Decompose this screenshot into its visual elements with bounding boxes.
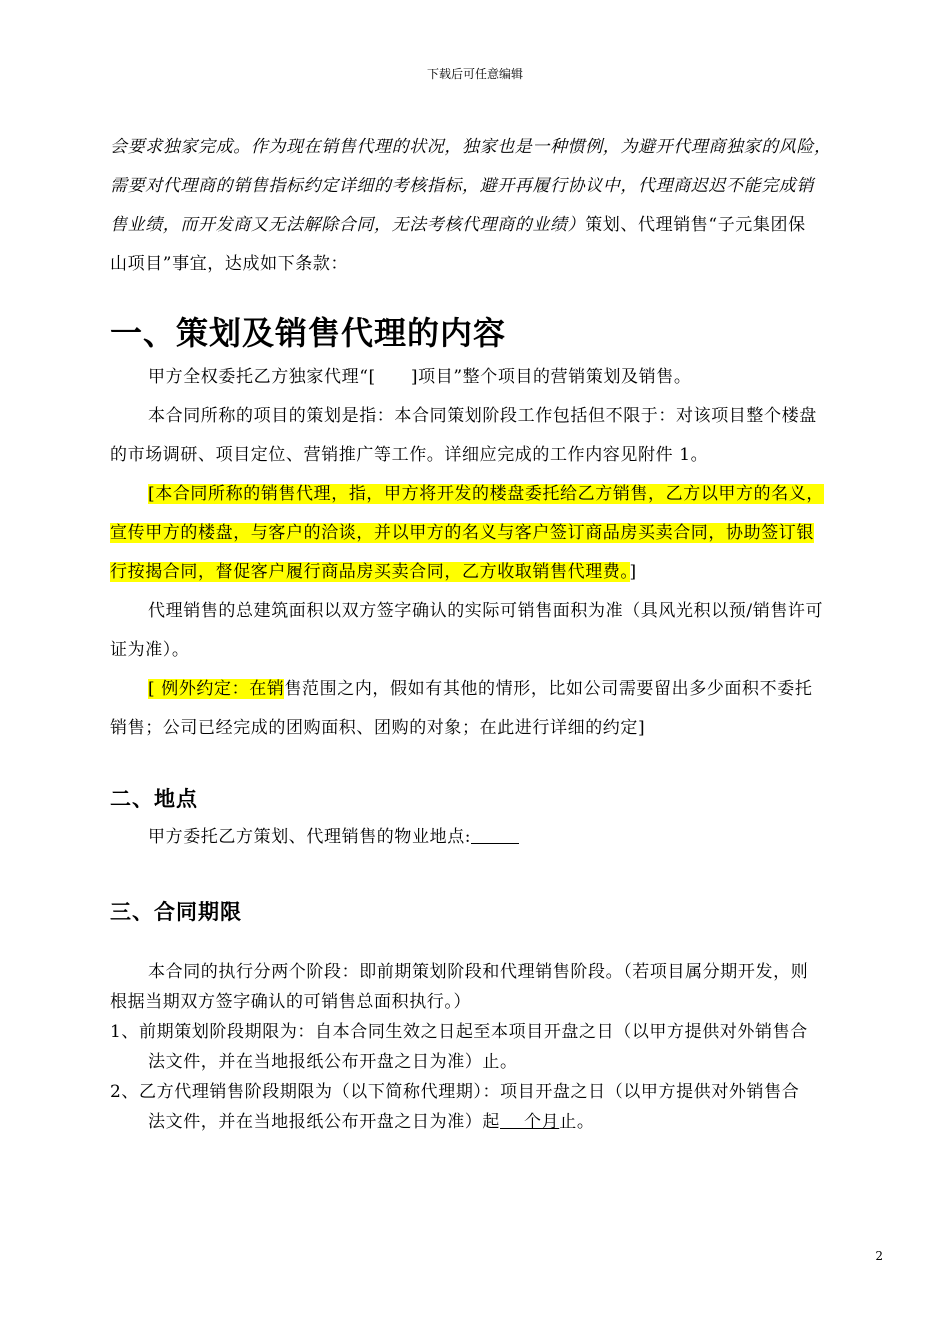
intro-line: 需要对代理商的销售指标约定详细的考核指标，避开再履行协议中，代理商迟迟不能完成销 bbox=[110, 176, 814, 196]
highlighted-text: 行按揭合同，督促客户履行商品房买卖合同，乙方收取销售代理费。 bbox=[110, 562, 630, 582]
intro-normal-text: 策划、代理销售“子元集团保 bbox=[585, 215, 806, 235]
intro-line: 山项目”事宜，达成如下条款： bbox=[110, 254, 349, 274]
section-heading-3: 三、合同期限 bbox=[110, 900, 242, 924]
page-number: 2 bbox=[875, 1249, 883, 1263]
paragraph-cont: 销售；公司已经完成的团购面积、团购的对象；在此进行详细的约定] bbox=[110, 718, 646, 738]
paragraph: 本合同的执行分两个阶段：即前期策划阶段和代理销售阶段。（若项目属分期开发，则 bbox=[148, 962, 809, 982]
paragraph: 本合同所称的项目的策划是指：本合同策划阶段工作包括但不限于：对该项目整个楼盘 bbox=[148, 406, 817, 426]
underlined-term: 个月 bbox=[500, 1112, 560, 1132]
intro-line: 会要求独家完成。作为现在销售代理的状况，独家也是一种惯例，为避开代理商独家的风险， bbox=[110, 137, 832, 157]
fill-in-blank bbox=[471, 823, 519, 844]
intro-italic-text: 售业绩，而开发商又无法解除合同，无法考核代理商的业绩） bbox=[110, 215, 586, 235]
paragraph-text: 甲方委托乙方策划、代理销售的物业地点: bbox=[148, 827, 472, 847]
paragraph-cont: 根据当期双方签字确认的可销售总面积执行。） bbox=[110, 992, 472, 1012]
intro-line bbox=[110, 206, 885, 245]
document-body bbox=[110, 128, 885, 1137]
highlighted-text: 宣传甲方的楼盘，与客户的洽谈，并以甲方的名义与客户签订商品房买卖合同，协助签订银 bbox=[110, 523, 814, 543]
highlight-paragraph-cont bbox=[110, 514, 885, 553]
paragraph: 甲方全权委托乙方独家代理“[ ]项目”整个项目的营销策划及销售。 bbox=[148, 367, 692, 387]
highlighted-text: [本合同所称的销售代理，指，甲方将开发的楼盘委托给乙方销售，乙方以甲方的名义， bbox=[148, 484, 825, 504]
paragraph: 代理销售的总建筑面积以双方签字确认的实际可销售面积为准（具风光积以预/销售许可 bbox=[148, 601, 824, 621]
paragraph bbox=[110, 670, 885, 709]
paragraph bbox=[110, 818, 885, 857]
section-heading-2: 二、地点 bbox=[110, 787, 198, 811]
paragraph-cont: 的市场调研、项目定位、营销推广等工作。详细应完成的工作内容见附件 1。 bbox=[110, 445, 709, 465]
bracket-text: ] bbox=[629, 562, 637, 582]
list-item: 2、乙方代理销售阶段期限为（以下简称代理期）：项目开盘之日（以甲方提供对外销售合 bbox=[110, 1082, 800, 1102]
section-heading-1: 一、策划及销售代理的内容 bbox=[110, 314, 507, 352]
highlighted-text: [ 例外约定：在销 bbox=[148, 679, 285, 699]
paragraph-cont: 证为准）。 bbox=[110, 640, 190, 660]
paragraph-text: 售范围之内，假如有其他的情形，比如公司需要留出多少面积不委托 bbox=[284, 679, 813, 699]
list-item-cont bbox=[110, 1107, 885, 1137]
list-item: 1、前期策划阶段期限为：自本合同生效之日起至本项目开盘之日（以甲方提供对外销售合 bbox=[110, 1022, 808, 1042]
list-item-cont: 法文件，并在当地报纸公布开盘之日为准）止。 bbox=[148, 1052, 518, 1072]
page-header: 下载后可任意编辑 bbox=[426, 67, 523, 81]
highlight-paragraph-cont bbox=[110, 553, 885, 592]
highlight-paragraph bbox=[110, 475, 885, 514]
list-text: 止。 bbox=[559, 1112, 595, 1132]
list-text: 法文件，并在当地报纸公布开盘之日为准）起 bbox=[148, 1112, 500, 1132]
